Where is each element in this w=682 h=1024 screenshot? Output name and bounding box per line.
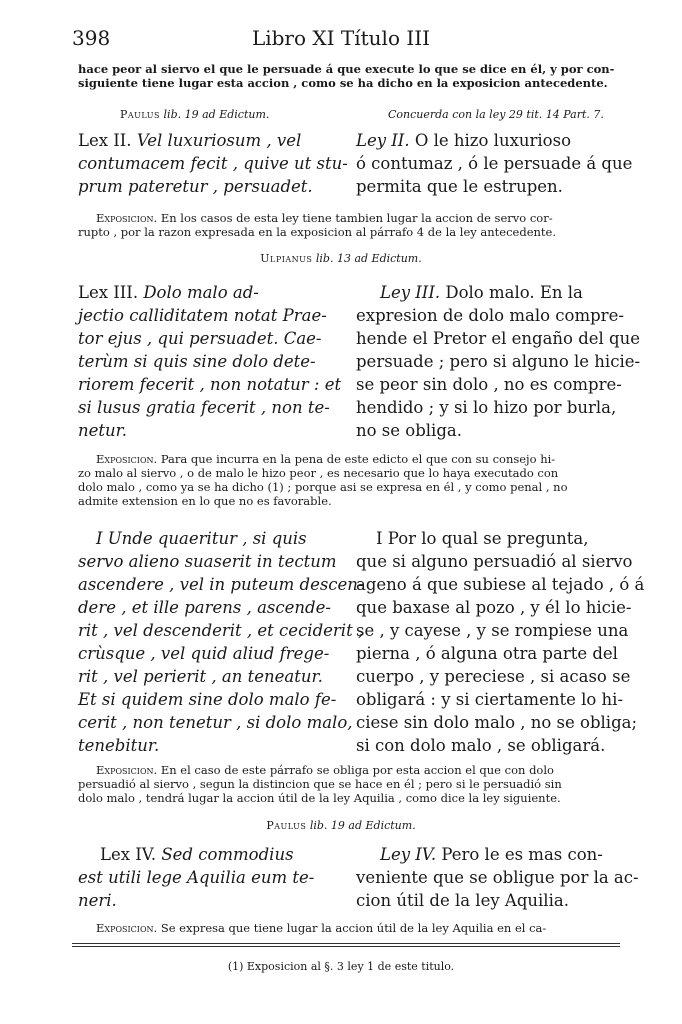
lex3-spanish-line-4: persuade ; pero si alguno le hicie-	[356, 352, 641, 371]
par1-spanish-line-3: ageno á que subiese al tejado , ó á	[356, 575, 645, 594]
par1-spanish-line-7: cuerpo , y pereciese , si acaso se	[356, 667, 631, 686]
lex3-latin-line-5: riorem fecerit , non notatur : et	[78, 375, 342, 394]
par1-spanish-line-10: si con dolo malo , se obligará.	[356, 736, 606, 755]
exposicion-text: Para que incurra en la pena de este edicto el que con su consejo hi-	[160, 452, 556, 466]
lex2-exposicion-line-2: rupto , por la razon expresada en la exposicion al párrafo 4 de la ley antecedente.	[78, 225, 557, 239]
par1-exposicion-line-2: persuadió al siervo , segun la distincion que se hace en él ; pero si le persuadió sin	[78, 777, 562, 791]
par1-latin-line-2: servo alieno suaserit in tectum	[78, 552, 337, 571]
lex4-spanish-line-3: cion útil de la ley Aquilia.	[356, 891, 569, 910]
lex3-exposicion-line-3: dolo malo , como ya se ha dicho (1) ; porque asi se expresa en él , y como penal , no	[78, 480, 568, 494]
lex3-spanish-line-7: no se obliga.	[356, 421, 462, 440]
lex2-latin-text: Vel luxuriosum , vel	[136, 131, 302, 150]
lex4-latin-label: Lex IV.	[100, 845, 157, 864]
lex4-latin-line-1	[100, 844, 294, 866]
lex3-spanish-line-1	[380, 282, 583, 304]
par1-latin-line-8: Et si quidem sine dolo malo fe-	[78, 690, 337, 709]
par1-spanish-line-4: que baxase al pozo , y él lo hicie-	[356, 598, 632, 617]
par1-latin-line-7: rit , vel perierit , an teneatur.	[78, 667, 323, 686]
lex3-spanish-line-5: se peor sin dolo , no es compre-	[356, 375, 622, 394]
exposicion-label: Exposicion.	[96, 763, 158, 777]
par1-latin-line-10: tenebitur.	[78, 736, 160, 755]
lex2-citation-right: Concuerda con la ley 29 tit. 14 Part. 7.	[388, 108, 604, 121]
lex4-latin-line-2: est utili lege Aquilia eum te-	[78, 868, 315, 887]
lex2-latin-line-1	[78, 130, 301, 152]
citation-source: lib. 13 ad Edictum.	[315, 252, 422, 265]
exposicion-label: Exposicion.	[96, 211, 158, 225]
lex4-spanish-label: Ley IV.	[380, 845, 437, 864]
lex3-latin-line-4: terùm si quis sine dolo dete-	[78, 352, 316, 371]
lex4-spanish-text: Pero le es mas con-	[441, 845, 603, 864]
page-number: 398	[72, 26, 111, 50]
running-title: Libro XI Título III	[251, 26, 431, 50]
lex2-latin-line-2: contumacem fecit , quive ut stu-	[78, 154, 348, 173]
lex3-spanish-text: Dolo malo. En la	[445, 283, 583, 302]
par1-spanish-line-8: obligará : y si ciertamente lo hi-	[356, 690, 624, 709]
lex3-latin-line-1	[78, 282, 259, 304]
exposicion-text: En el caso de este párrafo se obliga por esta accion el que con dolo	[160, 763, 554, 777]
par1-latin-line-4: dere , et ille parens , ascende-	[78, 598, 331, 617]
lex2-spanish-text: O le hizo luxurioso	[414, 131, 571, 150]
lex3-latin-text: Dolo malo ad-	[143, 283, 259, 302]
lex3-latin-line-7: netur.	[78, 421, 127, 440]
lex2-latin-line-3: prum pateretur , persuadet.	[78, 177, 313, 196]
citation-author: Ulpianus	[260, 252, 313, 265]
exposicion-text: En los casos de esta ley tiene tambien lugar la accion de servo cor-	[160, 211, 553, 225]
exposicion-text: Se expresa que tiene lugar la accion útil de la ley Aquilia en el ca-	[160, 921, 547, 935]
par1-latin-line-6: crùsque , vel quid aliud frege-	[78, 644, 330, 663]
lex3-exposicion-line-1	[96, 452, 555, 466]
lex2-spanish-line-2: ó contumaz , ó le persuade á que	[356, 154, 633, 173]
lex4-spanish-line-1	[380, 844, 603, 866]
intro-line-2: siguiente tiene lugar esta accion , como se ha dicho en la exposicion antecedente.	[78, 76, 608, 90]
par1-latin-line-5: rit , vel descenderit , et ceciderit ,	[78, 621, 364, 640]
exposicion-label: Exposicion.	[96, 452, 158, 466]
lex2-spanish-label: Ley II.	[356, 131, 410, 150]
lex3-exposicion-line-2: zo malo al siervo , o de malo le hizo peor , es necesario que lo haya executado con	[78, 466, 559, 480]
par1-spanish-line-1: I Por lo qual se pregunta,	[376, 529, 589, 548]
par1-spanish-line-6: pierna , ó alguna otra parte del	[356, 644, 618, 663]
intro-line-1: hace peor al siervo el que le persuade á que execute lo que se dice en él, y por con-	[78, 62, 615, 76]
lex3-spanish-label: Ley III.	[380, 283, 441, 302]
par1-exposicion-line-3: dolo malo , tendrá lugar la accion útil de la ley Aquilia , como dice la ley siguiente.	[78, 791, 561, 805]
lex3-latin-label: Lex III.	[78, 283, 139, 302]
citation-author: Paulus	[266, 819, 307, 832]
par1-spanish-line-9: ciese sin dolo malo , no se obliga;	[356, 713, 638, 732]
lex3-latin-line-6: si lusus gratia fecerit , non te-	[78, 398, 330, 417]
lex3-latin-line-2: jectio calliditatem notat Prae-	[78, 306, 327, 325]
footnote: (1) Exposicion al §. 3 ley 1 de este titulo.	[227, 960, 455, 973]
lex3-latin-line-3: tor ejus , qui persuadet. Cae-	[78, 329, 322, 348]
lex4-citation	[0, 819, 682, 832]
footnote-rule-top	[72, 943, 620, 944]
exposicion-label: Exposicion.	[96, 921, 158, 935]
lex3-citation	[0, 252, 682, 265]
lex2-latin-label: Lex II.	[78, 131, 132, 150]
lex2-spanish-line-1	[356, 130, 571, 152]
lex2-spanish-line-3: permita que le estrupen.	[356, 177, 563, 196]
lex3-exposicion-line-4: admite extension en lo que no es favorable.	[78, 494, 332, 508]
lex4-latin-text: Sed commodius	[161, 845, 294, 864]
par1-latin-line-3: ascendere , vel in puteum descen-	[78, 575, 364, 594]
par1-exposicion-line-1	[96, 763, 554, 777]
citation-source: lib. 19 ad Edictum.	[309, 819, 416, 832]
lex3-spanish-line-3: hende el Pretor el engaño del que	[356, 329, 641, 348]
par1-latin-line-9: cerit , non tenetur , si dolo malo,	[78, 713, 353, 732]
lex2-citation-left	[120, 108, 269, 121]
par1-spanish-line-2: que si alguno persuadió al siervo	[356, 552, 633, 571]
par1-spanish-line-5: se , y cayese , y se rompiese una	[356, 621, 629, 640]
lex3-spanish-line-6: hendido ; y si lo hizo por burla,	[356, 398, 617, 417]
par1-latin-line-1: I Unde quaeritur , si quis	[96, 529, 307, 548]
citation-author: Paulus	[120, 108, 161, 121]
lex3-spanish-line-2: expresion de dolo malo compre-	[356, 306, 624, 325]
lex4-spanish-line-2: veniente que se obligue por la ac-	[356, 868, 639, 887]
lex4-latin-line-3: neri.	[78, 891, 117, 910]
citation-source: lib. 19 ad Edictum.	[163, 108, 270, 121]
lex2-exposicion-line-1	[96, 211, 553, 225]
lex4-exposicion-line-1	[96, 921, 546, 935]
footnote-rule-bottom	[72, 946, 620, 947]
